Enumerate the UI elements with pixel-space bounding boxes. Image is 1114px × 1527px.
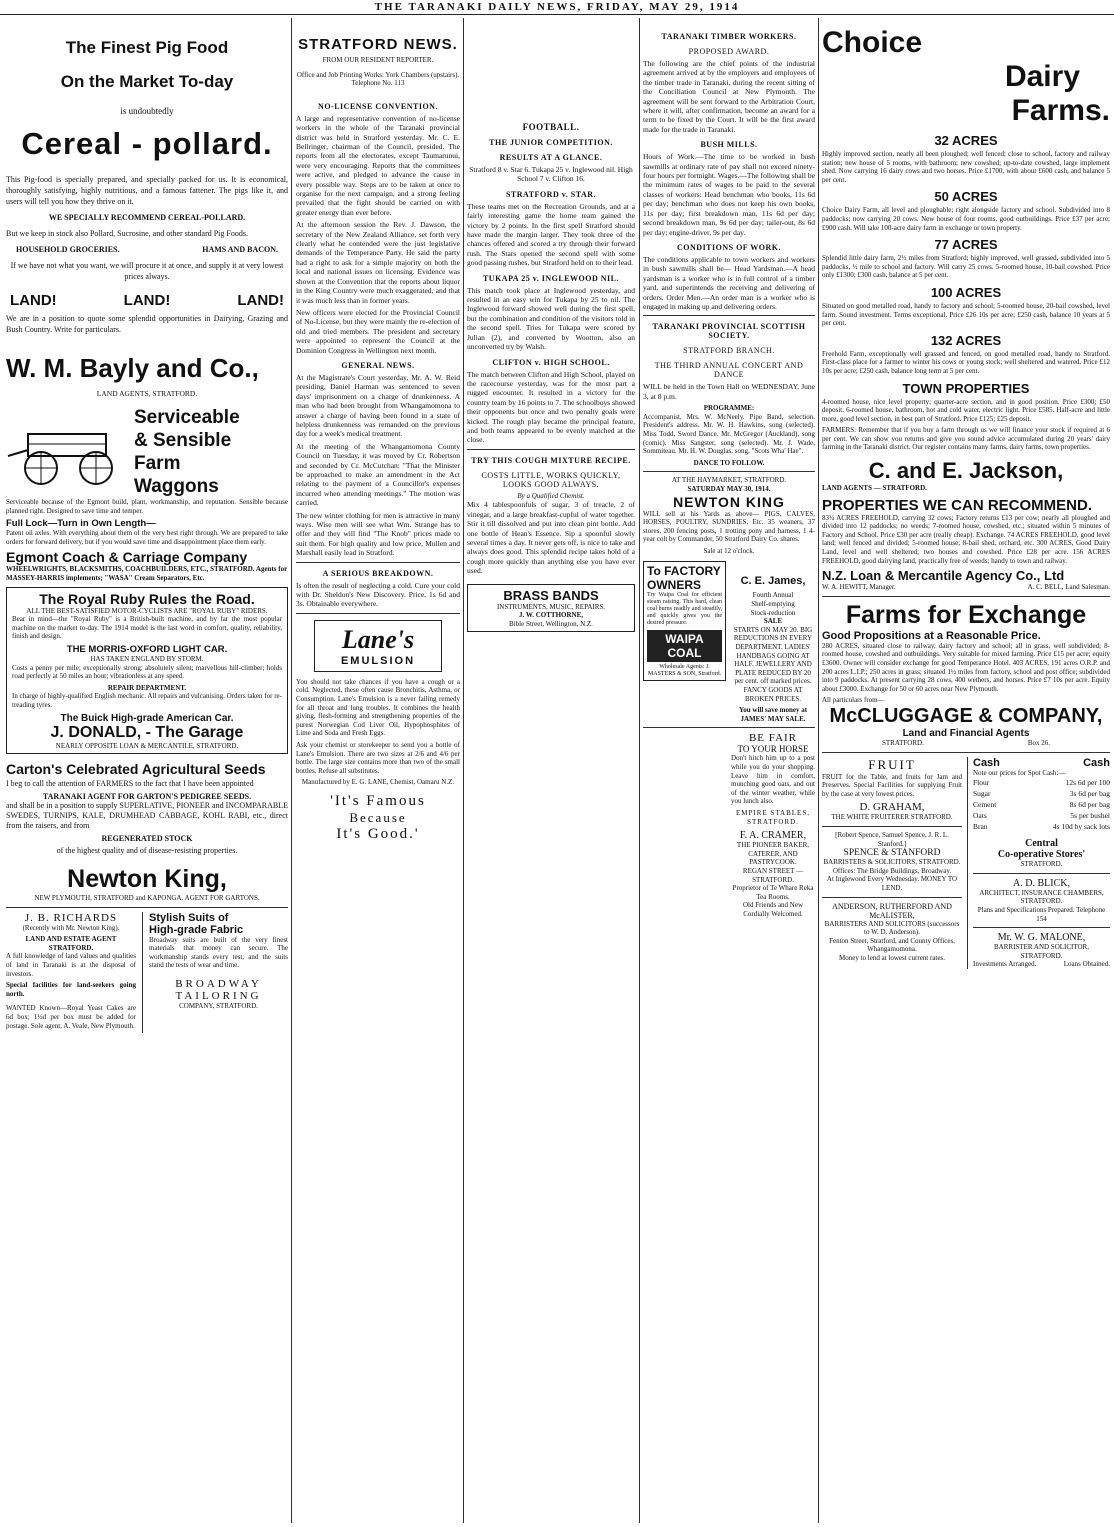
be-fair-1: BE FAIR	[748, 732, 798, 745]
graham-title: D. GRAHAM,	[859, 801, 925, 814]
cash-price-row	[973, 799, 1110, 810]
farm-lot-title: 32 ACRES	[934, 133, 998, 148]
newton-king-sale-body: WILL sell at his Yards as above— PIGS, CALVES, HORSES, POULTRY, SUNDRIES, Etc. 35 weaners, 37 stores, 200 fencing posts, 1 trotting pony and harness, 1 4-year colt by Commander, 50 Stratford Dairy Co. shares.	[643, 509, 815, 544]
breakdown-body: Is often the result of neglecting a cold. Cure your cold with Dr. Sheldon's New Discovery. Price, 1s 6d and 3s. Obtainable everywhere.	[296, 580, 460, 609]
be-fair-2: TO YOUR HORSE	[737, 744, 809, 755]
malone-sub: BARRISTER AND SOLICITOR, STRATFORD.	[994, 943, 1089, 960]
masthead: THE TARANAKI DAILY NEWS, FRIDAY, MAY 29, 1914	[0, 0, 1114, 15]
farm-lot-body: Splendid little dairy farm, 2½ miles from Stratford; highly improved, well grassed, subdivided into 5 paddocks, ½ mile to school and factory. Will carry 25 cows. 5-roomed house, 10-bail cowshed. Price only £1300; £300 cash, balance at 5 per cent.	[822, 254, 1110, 280]
james-body: STARTS ON MAY 20. BIG REDUCTIONS IN EVERY DEPARTMENT. LADIES' HANDBAGS GOING AT HALF. JEWELLERY AND PLATE REDUCED BY 20 per cent. off marked prices. FANCY GOODS AT BROKEN PRICES.	[733, 625, 813, 703]
column-3-sport	[467, 18, 635, 1523]
coop-2: Co-operative Stores'	[997, 849, 1086, 861]
richards-title: J. B. RICHARDS	[24, 911, 118, 924]
farms-for-exchange-body: 280 ACRES, situated close to railway, dairy factory and school; all in grass, well subdivided; 8-roomed house, cowshed and outbuildings. Very suitable for mixed farming. Price £15 per acre; equity £3600. Owner will consider exchange for good Temperance Hotel. 403 ACRES, 191 acres O.R.P. and 200 acres L.I.P.; 250 acres in grass; situated 1½ miles from factory, school and post office; subdivided into 9 paddocks. At present carrying 28 cows, 400 wethers, and horses. Price £7 10s per acre. Equity about £3000. Exchange for 50 or 60 acres near New Plymouth.	[822, 641, 1110, 693]
carton-seeds-title: Carton's Celebrated Agricultural Seeds	[6, 761, 266, 778]
morris-oxford-subtitle: HAS TAKEN ENGLAND BY STORM.	[90, 654, 204, 663]
egmont-coach-title: Egmont Coach & Carriage Company	[6, 549, 248, 566]
farm-lot-title: 77 ACRES	[934, 237, 998, 253]
farms-for-exchange-title: Farms for Exchange	[845, 600, 1087, 629]
farm-waggon-illustration	[6, 416, 126, 488]
broadway-3: COMPANY, STRATFORD.	[179, 1002, 258, 1011]
breakdown-heading: A SERIOUS BREAKDOWN.	[322, 568, 434, 578]
results-scores: Stratford 8 v. Star 6. Tukapa 25 v. Inglewood nil. High School 7 v. Clifton 16.	[469, 165, 633, 184]
pig-food-subtitle: On the Market To-day	[60, 72, 234, 91]
match-1-body: These teams met on the Recreation Grounds, and at a fairly interesting game the home team gained the victory by 2 points. In the first spell Stratford should have made the margin larger. They took three of the chances offered and scored a try through their forward rush. The Stars opened the second spell with some good passing rushes, but Stratford held on to their lead.	[467, 201, 635, 268]
cash-price-value: 8s 6d per bag	[1069, 800, 1110, 810]
spence-offices: Offices: The Bridge Buildings, Broadway.	[832, 866, 952, 875]
land-shout-2: LAND!	[123, 292, 171, 309]
conditions-body: The conditions applicable to town workers and workers in bush sawmills shall be— Head Yardsman.—A head yardsman is a worker who is in full control of a timber yard, and superintends the receiving and delivering of orders. Order Men.—An order man is a worker who is engaged in making up and delivering orders.	[643, 254, 815, 311]
procure-line: If we have not what you want, we will procure it at once, and supply it at very lowest prices always.	[10, 261, 284, 281]
haymarket-line: AT THE HAYMARKET, STRATFORD.	[671, 476, 787, 485]
pig-food-title: The Finest Pig Food	[65, 38, 229, 57]
cash-price-item: Oats	[973, 811, 987, 821]
stock-line: But we keep in stock also Pollard, Sucrosine, and other standard Pig Foods.	[6, 229, 248, 238]
farm-lot-body: Freehold Farm, exceptionally well grassed and fenced, on good metalled road, handy to Stratford. First-class place for a farmer to winter his cows or young stock; well sheltered and watered. Price £12 10s per acre; £250 cash, balance long term at 5 per cent.	[822, 349, 1110, 375]
general-news-body-2: At the meeting of the Whangamomona County Council on Tuesday, it was moved by Cr. Robertson and seconded by Cr. McCutchan: "That the Minister be approached to make an amendment in the Act relating to the payment of a Councillor's expenses incurred when attending meetings." The motion was carried.	[296, 441, 460, 508]
repair-heading: REPAIR DEPARTMENT.	[107, 683, 187, 692]
regenerated-stock: REGENERATED STOCK	[101, 834, 193, 844]
cough-mixture-body: Mix 4 tablespoonfuls of sugar, 3 of treacle, 2 of vinegar, and a large breakfast-cupful of water together. Stir it till dissolved and put into clean pint bottle. Add one bottle of Hean's Essence. Sip a spoonful slowly several times a day. It never gets off, is nice to take and always does good. This splendid recipe takes hold of a cough more quickly than anything else you have ever used.	[467, 500, 635, 576]
richards-subtitle: (Recently with Mr. Newton King).	[22, 923, 120, 932]
cash-note: Note our prices for Spot Cash:—	[973, 768, 1066, 777]
land-shout-3: LAND!	[237, 292, 284, 309]
farm-lot-body: Highly improved section, nearly all been ploughed; well fenced; close to school, factory and railway station; new house of 5 rooms, with bathroom; new cowshed; up-to-date cowshed, large implement shed. Now carrying 16 dairy cows and two horses. Price £1700, with about £600 cash, and balance 5 per cent.	[822, 150, 1110, 184]
suits-body: Broadway suits are built of the very finest materials that money can secure. The workmanship stands every test, and the suits stand the tests of wear and time.	[149, 935, 288, 970]
bayly-subtitle: LAND AGENTS, STRATFORD.	[96, 389, 198, 398]
column-4-notices	[643, 18, 815, 1523]
column-rule	[463, 18, 464, 1523]
donald-subtitle: NEARLY OPPOSITE LOAN & MERCANTILE, STRATFORD.	[55, 741, 239, 750]
farm-lot-title: 100 ACRES	[930, 284, 1002, 300]
royal-ruby-subtitle: ALL THE BEST-SATISFIED MOTOR-CYCLISTS ARE "ROYAL RUBY" RIDERS.	[26, 606, 268, 615]
cash-price-row	[973, 821, 1110, 832]
james-1: Fourth Annual	[752, 591, 794, 600]
timber-body: The following are the chief points of the industrial agreement arrived at by the employers and employees of the timber trade in Taranaki, during the recent sitting of the Conciliation Council at New Plymouth. The agreement will be sent forward to the Arbitration Court, where it will, after confirmation, become an award for a term to be fixed by the Court. It will be the first award made for the trade in Taranaki.	[643, 59, 815, 134]
carton-body-2: and shall be in a position to supply SUPERLATIVE, PIONEER and INCOMPARABLE SWEDES, TURNIPS, KALE, DRUMHEAD CABBAGE, KOHL RABI, etc., direct from the raisers, and from	[6, 801, 288, 831]
newton-king-sale-title: NEWTON KING	[673, 493, 785, 510]
cramer-greet: Old Friends and New Cordially Welcomed.	[742, 901, 804, 918]
anderson-sub: BARRISTERS AND SOLICITORS (successors to W. D. Anderson).	[824, 919, 960, 937]
scottish-when: WILL be held in the Town Hall on WEDNESDAY, June 3, at 8 p.m.	[643, 382, 815, 401]
full-lock-line: Full Lock—Turn in Own Length—	[6, 518, 156, 530]
haymarket-date: SATURDAY MAY 30, 1914.	[687, 484, 771, 493]
wanted-notice: WANTED Known—Royal Yeast Cakes are 6d box; 1½d per box must be added for postage. Sole agent, A. Veale, New Plymouth.	[6, 1004, 136, 1030]
brass-bands-title: BRASS BANDS	[503, 587, 599, 603]
spence-names: [Robert Spence, Samuel Spence, J. R. L. Stanford.]	[835, 830, 949, 848]
general-news-body-3: The new winter clothing for men is attractive in many ways. Wise men will see what Wm. Strange has to offer and they will find "The Knob" prices made to suit them. For high quality and low price, Mullen and Marshall easily lead in Stratford.	[296, 510, 460, 558]
cash-price-value: 5s per bushel	[1070, 811, 1110, 821]
column-rule	[291, 18, 292, 1523]
famous-line-2: Because	[349, 810, 407, 825]
waipa-1: WAIPA	[665, 632, 704, 647]
lanes-body-2: Ask your chemist or storekeeper to send you a bottle of Lane's Emulsion. There are two sizes at 2/6 and 4/6 per bottle. The large size contains more than two of the small bottles. Refuse all substitutes.	[296, 741, 460, 775]
cash-price-table	[973, 777, 1110, 832]
resident-reporter: FROM OUR RESIDENT REPORTER.	[322, 56, 434, 64]
match-1-heading: STRATFORD v. STAR.	[505, 189, 597, 199]
cash-price-item: Sugar	[973, 789, 991, 799]
no-license-heading: NO-LICENSE CONVENTION.	[318, 101, 438, 111]
match-2-heading: TUKAPA 25 v. INGLEWOOD NIL.	[482, 273, 620, 283]
anderson-office: Fenton Street, Stratford, and County Offices, Whangamomona.	[829, 936, 955, 954]
column-rule	[639, 18, 640, 1523]
anderson-money: Money to lend at lowest current rates.	[839, 953, 945, 962]
household-groceries: HOUSEHOLD GROCERIES.	[16, 245, 120, 254]
famous-line-1: 'It's Famous	[330, 793, 426, 809]
malone-investments: Investments Arranged.	[973, 960, 1037, 969]
no-license-body-2: At the afternoon session the Rev. J. Dawson, the secretary of the New Zealand Alliance, set forth very clearly what he contended were the just legislative demands of the Temperance Party. He said the party had a right to ask for a simple majority on both the local and national issues on licensing. Evidence was shown at the Convention that the reports about liquor in the King Country were much exaggerated, and that it was much less than in former years.	[296, 220, 460, 305]
football-heading: FOOTBALL.	[522, 122, 580, 132]
waipa-body: Try Waipa Coal for efficient steam raising. This hard, clean coal burns readily and steadily, and quickly gives you the desired pressure.	[647, 592, 722, 627]
james-save: You will save money at JAMES' MAY SALE.	[738, 706, 808, 723]
cash-1: Cash	[973, 756, 1000, 769]
hams-and-bacon: HAMS AND BACON.	[202, 245, 278, 254]
mccluggage-title: McCLUGGAGE & COMPANY,	[829, 704, 1103, 727]
buick-title: The Buick High-grade American Car.	[60, 712, 234, 724]
anderson-title: ANDERSON, RUTHERFORD AND McALISTER,	[832, 901, 952, 920]
factory-owners-2: OWNERS	[647, 578, 701, 593]
lanes-logo-text: Lane's	[341, 624, 415, 654]
james-2: Shelf-emptying	[751, 600, 795, 609]
cash-2: Cash	[1083, 756, 1110, 769]
timber-heading: TARANAKI TIMBER WORKERS.	[661, 32, 797, 41]
repair-body: In charge of highly-qualified English mechanic. All repairs and vulcanising. Orders taken for re-treading tyres.	[12, 692, 282, 709]
richards-agent: LAND AND ESTATE AGENT STRATFORD.	[25, 935, 117, 952]
quality-line: of the highest quality and of disease-resisting properties.	[56, 846, 238, 856]
bush-mills-body: Hours of Work.—The time to be worked in bush sawmills at ordinary rate of pay shall not exceed ninety-four hours per fortnight. Wages.—The following shall be the minimum rates of wages to be paid to the several classes of workers: Head benchman who books, 11s 6d per day; benchman who does not keep his own books, 11s per day; first breakdown man, 11s 6d per day; second breakdown man, 9s 6d per day; tailer-out, 8s 6d per day; engine-driver, 9s per day.	[643, 152, 815, 237]
mccluggage-box: Box 26.	[1027, 738, 1050, 747]
brass-bands-advert	[467, 584, 635, 633]
waggon-title-line-4: Waggons	[134, 476, 219, 497]
waggon-title-line-3: Farm	[134, 453, 181, 474]
scottish-society-title: TARANAKI PROVINCIAL SCOTTISH SOCIETY.	[652, 322, 806, 341]
brass-bands-sub: INSTRUMENTS, MUSIC, REPAIRS.	[496, 602, 606, 611]
land-body: We are in a position to quote some splendid opportunities in Dairying, Grazing and Bush Country. Write for particulars.	[6, 314, 288, 334]
cereal-pollard-headline: Cereal - pollard.	[21, 126, 273, 161]
land-shout-1: LAND!	[10, 292, 57, 309]
richards-special: Special facilities for land-seekers going north.	[6, 981, 136, 998]
morris-oxford-title: THE MORRIS-OXFORD LIGHT CAR.	[66, 643, 228, 655]
no-license-body: A large and representative convention of no-license workers in the whole of the Taranaki provincial district was held in Stratford yesterday. Mr. C. E. Bellringer, chairman of the Council, presided. The reports from all the electorates, except Taumarunui, were very encouraging. Reports that the committees were active, and pledged to advance the cause in every possible way. Steps are to be taken at once to organise for the next campaign, and a strong feeling prevailed that the fight should be carried on with greater energy than ever before.	[296, 113, 460, 217]
choice-title: Choice	[822, 26, 923, 59]
scottish-dance: DANCE TO FOLLOW.	[693, 458, 765, 467]
properties-recommend-body: 83¾ ACRES FREEHOLD, carrying 32 cows; Factory returns £13 per cow; nearly all ploughed and divided into 12 paddocks; no weeds; 7-roomed house, cowshed, etc.; situated within 5 minutes of Factory and School. Price £30 per acre (really cheap). Exchange. 74 ACRES FREEHOLD, good level land; well fenced and divided; 5-roomed house; 8-bail shed, orchard, etc. 300 ACRES, Good Dairy Land, level and well sheltered; two houses and cowshed. Price £28 per acre. 156 ACRES FREEHOLD, good dairying land, practically free of weeds; handy to town and railway.	[822, 513, 1110, 565]
cash-price-row	[973, 777, 1110, 788]
cash-price-item: Cement	[973, 800, 997, 810]
junior-competition: THE JUNIOR COMPETITION.	[489, 138, 613, 147]
cramer-title: F. A. CRAMER,	[739, 830, 807, 842]
results-at-a-glance: RESULTS AT A GLANCE.	[499, 153, 603, 162]
spence-sub: BARRISTERS & SOLICITORS, STRATFORD.	[823, 858, 961, 867]
waipa-agent: Wholesale Agents: J. MASTERS & SON, Stratford.	[647, 664, 722, 678]
egmont-subtitle: WHEELWRIGHTS, BLACKSMITHS, COACHBUILDERS, ETC., STRATFORD. Agents for MASSEY-HARRIS implements; "WASA" Cream Separators, Etc.	[6, 565, 288, 582]
farm-lot-body: Choice Dairy Farm, all level and ploughable; right alongside factory and school. Subdivided into 8 paddocks; now carrying 20 cows. New house of four rooms, good outbuildings. Price £37 per acre; £900 cash. Will take 100-acre dairy farm in exchange or town property.	[822, 206, 1110, 232]
waipa-coal-logo	[647, 630, 722, 662]
spence-title: SPENCE & STANFORD	[843, 848, 941, 859]
cash-price-item: Flour	[973, 778, 990, 788]
empire-stables: EMPIRE STABLES, STRATFORD.	[736, 808, 810, 826]
waggon-title-line-2: & Sensible	[134, 430, 232, 451]
farm-lot-title: 132 ACRES	[930, 332, 1002, 348]
recommend-line: WE SPECIALLY RECOMMEND CEREAL-POLLARD.	[48, 213, 246, 222]
no-license-body-3: New officers were elected for the Provincial Council of No-License, but they were mainly the re-election of old and tried members. The president and secretary were appointed to represent the Council at the Dominion Congress in Wellington next month.	[296, 307, 460, 355]
cough-mixture-sub: COSTS LITTLE, WORKS QUICKLY, LOOKS GOOD ALWAYS.	[481, 470, 621, 489]
suits-title-2: High-grade Fabric	[149, 923, 244, 936]
match-2-body: This match took place at Inglewood yesterday, and resulted in an easy win for Tukapa by 25 to nil. The Inglewood forward showed well during the first spell, but the combination and condition of the visitors told in the second spell. Tries for Tukapa were scored by Julian (2), and converted by Wootton, also an unconverted try by Walsh.	[467, 285, 635, 352]
cash-price-value: 4s 10d by sack lots	[1052, 822, 1110, 832]
coop-1: Central	[1025, 838, 1058, 850]
match-3-body: The match between Clifton and High School, played on the racecourse yesterday, was for the most part a rugged encounter. It resulted in a victory for the country team by 16 points to 7. The schoolboys showed their opponents but once and two penalty goals were kicked. The rough play became the principal feature, and both teams appeared to be evenly matched at the close.	[467, 369, 635, 445]
pig-food-body: This Pig-food is specially prepared, and specially packed for us. It is economical, thoroughly satisfying, highly nutritious, and a famous fattener. The pigs like it, and users will tell you how they thrive on it.	[6, 175, 288, 206]
column-5-land	[822, 18, 1110, 1523]
carton-body: I beg to call the attention of FARMERS to the fact that I have been appointed	[6, 779, 254, 789]
fruit-body: FRUIT for the Table, and fruits for Jam and Preserves. Special Facilities for supplying Fruit by the case at very lowest prices.	[822, 772, 962, 798]
factory-owners-1: To FACTORY	[647, 564, 721, 579]
undoubtedly-text: is undoubtedly	[120, 106, 174, 116]
blick-sub: ARCHITECT, INSURANCE CHAMBERS, STRATFORD.	[979, 888, 1104, 906]
town-properties-heading: TOWN PROPERTIES	[902, 380, 1030, 396]
broadway-1: BROADWAY	[175, 978, 262, 991]
farm-lots-list	[822, 133, 1110, 376]
farms-title: Farms.	[1011, 94, 1110, 127]
james-title: C. E. James,	[740, 575, 806, 588]
brass-bands-address: Bible Street, Wellington, N.Z.	[509, 619, 593, 628]
fruit-title: FRUIT	[868, 756, 916, 772]
scottish-items: Accompanist, Mrs. W. McNeely. Pipe Band, selection. President's address. Mr. W. H. Hawkins, song (selected). Miss Todd, Sword Dance. Mr. McGregor (Auckland), song (comic). Miss Sangster, song (selected). Mr. J. Wade, Sommiteau. Mr. H. W. Douglas, song, "Scots Wha' Hae".	[643, 412, 815, 456]
scottish-branch: STRATFORD BRANCH.	[683, 346, 775, 356]
bayly-and-co-title: W. M. Bayly and Co.,	[6, 353, 259, 383]
spence-inglewood: At Inglewood Every Wednesday. MONEY TO LEND.	[826, 875, 958, 892]
newton-king-subtitle: NEW PLYMOUTH, STRATFORD and KAPONGA. AGENT FOR GARTONS.	[34, 894, 260, 903]
nz-loan-manager: W. A. HEWITT, Manager.	[822, 583, 896, 592]
farms-for-exchange-sub: Good Propositions at a Reasonable Price.	[822, 629, 1041, 642]
malone-title: Mr. W. G. MALONE,	[997, 932, 1086, 944]
graham-sub: THE WHITE FRUITERER STRATFORD.	[831, 813, 953, 822]
jackson-subtitle: LAND AGENTS — STRATFORD.	[822, 484, 927, 493]
mccluggage-city: STRATFORD.	[882, 738, 924, 747]
jackson-title: C. and E. Jackson,	[868, 458, 1064, 484]
column-rule	[818, 18, 819, 1523]
coop-3: STRATFORD.	[1020, 860, 1063, 869]
morris-oxford-body: Costs a penny per mile; exceptionally strong; absolutely silent; marvellous hill-climber; holds road perfectly at 50 miles an hour; vibrationless at any speed.	[12, 663, 282, 681]
bush-mills-heading: BUSH MILLS.	[700, 140, 758, 150]
cash-price-row	[973, 788, 1110, 799]
royal-ruby-advert	[6, 587, 288, 755]
town-properties-body: 4-roomed house, nice level property; quarter-acre section, and in good position. Price £300; £50 deposit. 6-roomed house, bathroom, hot and cold water, electric light. Price £585. Half-acre and little more, good level section, in best part of Stratford. Price £125; £25 deposit.	[822, 397, 1110, 423]
nz-loan-title: N.Z. Loan & Mercantile Agency Co., Ltd	[822, 568, 1065, 584]
james-3: Stock-reduction	[750, 608, 796, 617]
cash-price-row	[973, 810, 1110, 821]
famous-line-3: It's Good.'	[336, 826, 420, 842]
cash-price-item: Bran	[973, 822, 988, 832]
broadway-2: TAILORING	[175, 990, 262, 1003]
dairy-title: Dairy	[1004, 60, 1080, 93]
farm-lot-body: Situated on good metalled road, handy to factory and school; 5-roomed house, 20-bail cowshed, level farm. Sound investment. Terms exceptional. Price £26 10s per acre; £250 cash, balance 10 years at 5 per cent.	[822, 301, 1110, 328]
lanes-body: You should not take chances if you have a cough or a cold. Neglected, these often cause Bronchitis, Asthma, or Consumption. Lane's Emulsion is a never failing remedy for all throat and lung troubles. It combines the health giving, flesh-forming and strengthening properties of the purest Norwegian Cod Liver Oil, Hypophosphites of Lime and Soda and Fresh Eggs.	[296, 677, 460, 738]
malone-loans: Loans Obtained.	[1063, 960, 1110, 969]
blick-title: A. D. BLICK,	[1013, 877, 1070, 889]
brass-bands-name: J. W. COTTHORNE,	[519, 611, 583, 620]
farmers-note: FARMERS: Remember that if you buy a farm through us we will finance your stock if required at 6 per cent. We can show you returns and give you sound advice accumulated during 20 years' dairy farming in the Taranaki district. Our register contains many farms, dairy farms, town properties.	[822, 426, 1110, 452]
farm-lot-title: 50 ACRES	[934, 189, 998, 205]
cough-mixture-by: By a Qualified Chemist.	[517, 491, 585, 500]
general-news-body: At the Magistrate's Court yesterday, Mr. A. W. Reid presiding, Daniel Harman was sentenced to seven days' imprisonment on a charge of drunkenness. A man who had been brought from Whangamomona to answer a charge of having been found in a state of helpless drunkenness was remanded on the previous day for a week's medical treatment.	[296, 372, 460, 439]
nz-loan-salesman: A. C. BELL, Land Salesman.	[1027, 583, 1110, 592]
cramer-prop: Proprietor of Te Whare Reka Tea Rooms.	[732, 884, 814, 901]
lanes-manufacturer: Manufactured by E. G. LANE, Chemist, Oamaru N.Z.	[301, 778, 455, 787]
stratford-news-title: STRATFORD NEWS.	[298, 36, 458, 53]
be-fair-body: Don't hitch him up to a post while you do your shopping. Leave him in comfort, munching good oats, and out of the winter weather, while you lunch also.	[731, 754, 815, 806]
newton-king-title: Newton King,	[67, 865, 227, 894]
properties-recommend-title: PROPERTIES WE CAN RECOMMEND.	[822, 496, 1093, 514]
emulsion-logo-text: EMULSION	[340, 654, 416, 667]
lanes-emulsion-logo	[314, 620, 442, 672]
blick-plans: Plans and Specifications Prepared. Telephone 154	[977, 905, 1106, 923]
james-4: SALE	[763, 617, 783, 626]
mccluggage-sub: Land and Financial Agents	[902, 727, 1030, 739]
suits-title-1: Stylish Suits of	[149, 911, 229, 924]
richards-body: A full knowledge of land values and qualities of land in Taranaki is at the disposal of investors.	[6, 952, 136, 978]
taranaki-agent: TARANAKI AGENT FOR GARTON'S PEDIGREE SEEDS.	[42, 792, 252, 802]
conditions-heading: CONDITIONS OF WORK.	[677, 242, 781, 252]
scottish-programme: PROGRAMME:	[703, 404, 755, 413]
all-particulars: All particulars from—	[822, 696, 885, 705]
proposed-award: PROPOSED AWARD.	[688, 47, 770, 56]
office-line: Office and Job Printing Works: York Chambers (upstairs). Telephone No. 113	[296, 70, 460, 88]
cash-price-value: 12s 6d per 100	[1065, 778, 1110, 788]
waipa-2: COAL	[667, 646, 702, 661]
newton-king-sale-time: Sale at 12 o'clock.	[703, 546, 755, 555]
column-2-news	[296, 18, 460, 1523]
royal-ruby-title: The Royal Ruby Rules the Road.	[39, 590, 255, 607]
waggon-title-line-1: Serviceable	[134, 407, 240, 428]
cash-price-value: 3s 6d per bag	[1069, 789, 1110, 799]
cramer-street: REGAN STREET — STRATFORD.	[742, 866, 804, 884]
donald-garage-title: J. DONALD, - The Garage	[50, 723, 244, 741]
lock-body: Patent oil axles. With everything about them of the very best right through. We are prepared to take orders for forward delivery, but if you would save time and disappointment place them early.	[6, 529, 288, 546]
cramer-sub: THE PIONEER BAKER, CATERER, AND PASTRYCOOK.	[736, 841, 810, 867]
royal-ruby-body: Bear in mind—the "Royal Ruby" is a British-built machine, and by far the most popular machine on the market to-day. The 1914 model is the last word in comfort, quality, reliability, finish and design.	[12, 615, 282, 641]
match-3-heading: CLIFTON v. HIGH SCHOOL.	[492, 357, 610, 367]
cough-mixture-heading: TRY THIS COUGH MIXTURE RECIPE.	[471, 455, 631, 465]
column-1-ads	[6, 18, 288, 1523]
waggon-body: Serviceable because of the Egmont build, plant, workmanship, and reputation. Sensible because planned right. Designed to save time and temper.	[6, 498, 288, 515]
general-news-heading: GENERAL NEWS.	[341, 360, 415, 370]
waipa-coal-advert	[643, 561, 726, 681]
scottish-concert: THE THIRD ANNUAL CONCERT AND DANCE	[654, 361, 804, 380]
